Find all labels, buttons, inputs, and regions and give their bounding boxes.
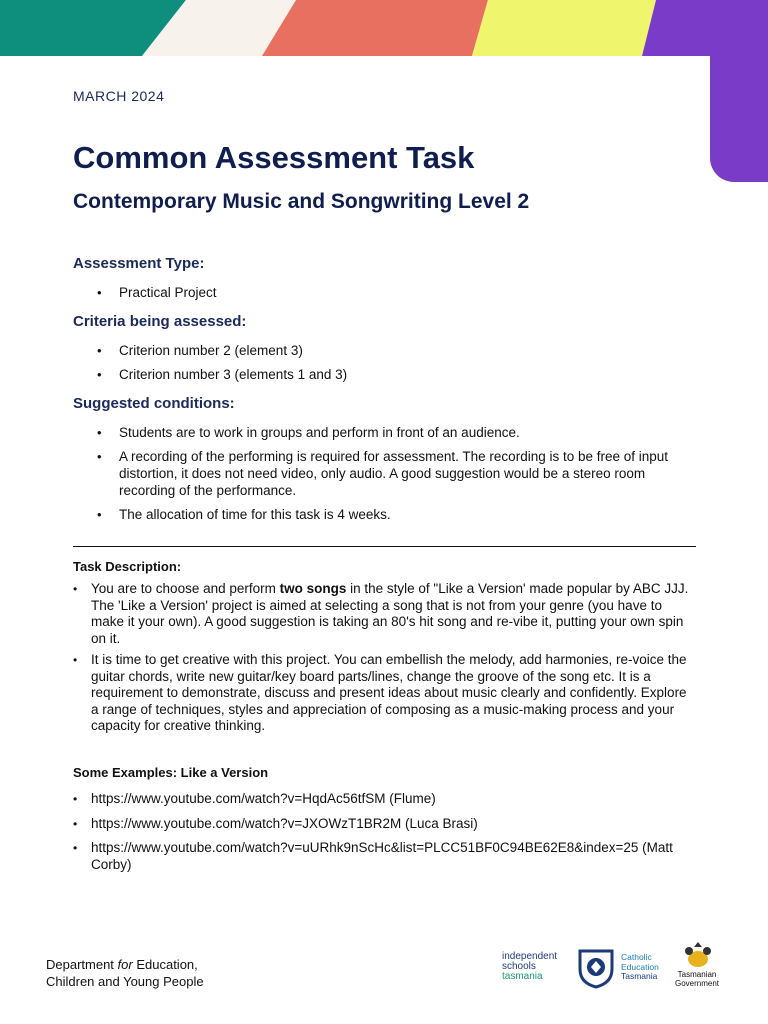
- list-item: • Criterion number 3 (elements 1 and 3): [73, 366, 673, 383]
- list-item: • It is time to get creative with this project. You can embellish the melody, add harmonies, re-voice the guitar chords, write new guitar/key board parts/lines, change the groove of the song etc. It is a requirement to demonstrate, discuss and present ideas about music clearly and confidently. Explore a range of techniques, styles and appreciation of composing as a music-making process and your capacity for creative thinking.: [73, 652, 693, 735]
- example-link[interactable]: • https://www.youtube.com/watch?v=HqdAc56tfSM (Flume): [73, 791, 693, 808]
- task-item-text: You are to choose and perform: [91, 581, 280, 596]
- task-description-list: [73, 581, 693, 735]
- list-item: • Practical Project: [73, 284, 673, 301]
- logo-text: Government: [674, 979, 720, 988]
- department-text: Department: [46, 957, 118, 972]
- logo-text: schools: [502, 961, 536, 972]
- logo-text: Tasmanian: [677, 970, 717, 979]
- conditions-heading: Suggested conditions:: [73, 395, 235, 412]
- criteria-list: [73, 342, 673, 383]
- catholic-education-crest-icon: [576, 947, 616, 989]
- logo-text: tasmania: [502, 971, 543, 982]
- department-line-1: [46, 956, 204, 973]
- examples-heading: Some Examples: Like a Version: [73, 765, 269, 780]
- department-text-italic: for: [117, 957, 133, 972]
- tasmanian-government-logo: [673, 970, 721, 988]
- conditions-list: [73, 424, 673, 523]
- catholic-education-logo: [621, 953, 659, 982]
- list-item: • Criterion number 2 (element 3): [73, 342, 673, 359]
- purple-side-tab: [710, 0, 768, 182]
- list-item: • A recording of the performing is required for assessment. The recording is to be free of input distortion, it does not need video, only audio. A good suggestion would be a stereo room recording of the performance.: [73, 448, 673, 499]
- banner-coral-stripe: [262, 0, 488, 56]
- document-date: MARCH 2024: [73, 88, 165, 104]
- section-divider: [73, 546, 696, 547]
- logo-text: Catholic: [621, 952, 652, 962]
- examples-list: [73, 791, 693, 873]
- department-text: Education,: [132, 957, 198, 972]
- task-item-emphasis: two songs: [279, 581, 347, 596]
- logo-text: Education: [621, 961, 659, 972]
- page-subtitle: Contemporary Music and Songwriting Level 2: [73, 190, 530, 213]
- task-item-text: in the style of "Like a Version' made popular by ABC JJJ. The 'Like a Version' project is aimed at selecting a song that is not from your genre (you have to make it your own). A good suggestion is taking an 80's hit song and re-vibe it, putting your own spin on it.: [91, 581, 689, 646]
- independent-schools-logo: [502, 952, 557, 982]
- example-link[interactable]: • https://www.youtube.com/watch?v=JXOWzT1BR2M (Luca Brasi): [73, 816, 693, 833]
- assessment-type-heading: Assessment Type:: [73, 255, 205, 272]
- criteria-heading: Criteria being assessed:: [73, 313, 247, 330]
- list-item: • Students are to work in groups and perform in front of an audience.: [73, 424, 673, 441]
- header-banner: [0, 0, 768, 56]
- page-title: Common Assessment Task: [73, 140, 475, 175]
- assessment-type-list: [73, 284, 673, 301]
- banner-yellow-stripe: [472, 0, 656, 56]
- example-link[interactable]: • https://www.youtube.com/watch?v=uURhk9nScHc&list=PLCC51BF0C94BE62E8&index=25 (Matt Corby): [73, 840, 693, 873]
- logo-text: Tasmania: [621, 971, 658, 981]
- list-item: • The allocation of time for this task is 4 weeks.: [73, 506, 673, 523]
- task-description-heading: Task Description:: [73, 559, 182, 574]
- department-name: [46, 956, 204, 990]
- department-line-2: Children and Young People: [46, 974, 204, 989]
- logo-text: independent: [502, 951, 558, 962]
- list-item: [73, 581, 693, 647]
- tasmanian-government-crest-icon: [683, 941, 713, 969]
